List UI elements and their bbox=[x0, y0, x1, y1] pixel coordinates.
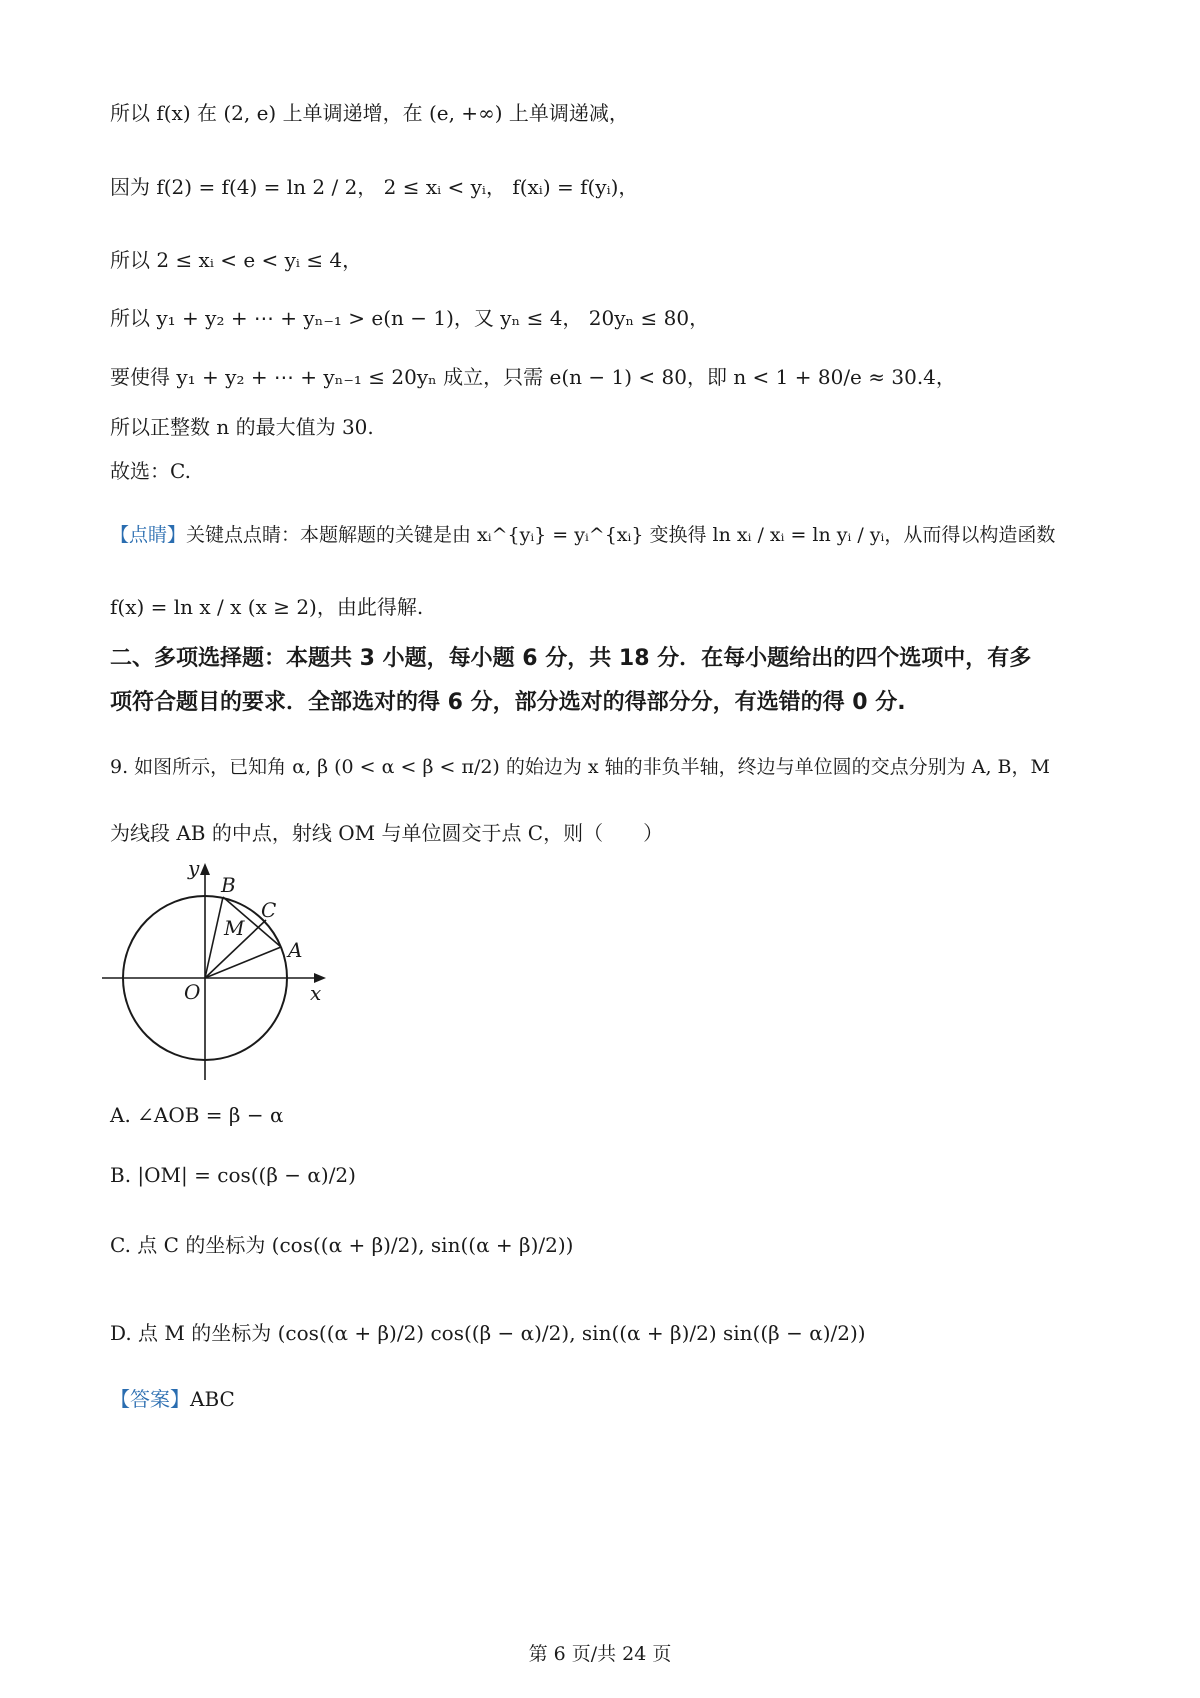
text-line-3: 所以 2 ≤ xᵢ < e < yᵢ ≤ 4， bbox=[110, 248, 363, 272]
question-line-1: 9. 如图所示，已知角 α, β (0 < α < β < π/2) 的始边为 x 轴的非负半轴，终边与单位圆的交点分别为 A, B，M bbox=[110, 756, 1050, 778]
label-m: M bbox=[224, 916, 245, 940]
comment-tag: 【点睛】 bbox=[110, 524, 187, 546]
comment-line-2: f(x) = ln x / x (x ≥ 2)，由此得解. bbox=[110, 595, 424, 619]
page-footer: 第 6 页/共 24 页 bbox=[528, 1643, 672, 1665]
label-y: y bbox=[188, 856, 200, 880]
text-line-6: 所以正整数 n 的最大值为 30. bbox=[110, 415, 374, 439]
label-o: O bbox=[184, 980, 201, 1004]
text-line-4: 所以 y₁ + y₂ + ⋯ + yₙ₋₁ > e(n − 1)，又 yₙ ≤ 4， 20yₙ ≤ 80， bbox=[110, 306, 710, 330]
answer-value: ABC bbox=[190, 1387, 235, 1411]
ray-ob bbox=[205, 897, 223, 978]
section-heading-line-2: 项符合题目的要求．全部选对的得 6 分，部分选对的得部分分，有选错的得 0 分. bbox=[110, 690, 906, 715]
y-axis-arrow-icon bbox=[200, 863, 210, 875]
answer-line bbox=[110, 1384, 1140, 1414]
unit-circle-svg bbox=[100, 855, 340, 1090]
label-x: x bbox=[310, 981, 322, 1005]
section-heading-line-1: 二、多项选择题：本题共 3 小题，每小题 6 分，共 18 分．在每小题给出的四个选项中，有多 bbox=[110, 646, 1032, 671]
comment-text-1: 关键点点睛：本题解题的关键是由 xᵢ^{yᵢ} = yᵢ^{xᵢ} 变换得 ln xᵢ / xᵢ = ln yᵢ / yᵢ，从而得以构造函数 bbox=[186, 524, 1056, 546]
answer-tag: 【答案】 bbox=[110, 1387, 190, 1411]
label-a: A bbox=[288, 938, 303, 962]
comment-line-1 bbox=[110, 520, 1140, 550]
text-line-2: 因为 f(2) = f(4) = ln 2 / 2， 2 ≤ xᵢ < yᵢ， f(xᵢ) = f(yᵢ)， bbox=[110, 175, 639, 199]
ray-oa bbox=[205, 947, 281, 978]
label-c: C bbox=[261, 898, 277, 922]
text-line-1: 所以 f(x) 在 (2, e) 上单调递增，在 (e, +∞) 上单调递减， bbox=[110, 101, 629, 125]
label-b: B bbox=[221, 873, 236, 897]
option-d: D. 点 M 的坐标为 (cos((α + β)/2) cos((β − α)/2), sin((α + β)/2) sin((β − α)/2)) bbox=[110, 1321, 866, 1345]
question-line-2: 为线段 AB 的中点，射线 OM 与单位圆交于点 C，则（ ） bbox=[110, 821, 664, 845]
option-c: C. 点 C 的坐标为 (cos((α + β)/2), sin((α + β)/2)) bbox=[110, 1233, 574, 1257]
option-b: B. |OM| = cos((β − α)/2) bbox=[110, 1163, 356, 1187]
text-line-7: 故选：C. bbox=[110, 459, 191, 483]
option-a: A. ∠AOB = β − α bbox=[110, 1103, 284, 1127]
text-line-5: 要使得 y₁ + y₂ + ⋯ + yₙ₋₁ ≤ 20yₙ 成立，只需 e(n − 1) < 80，即 n < 1 + 80/e ≈ 30.4， bbox=[110, 365, 956, 389]
unit-circle-figure-main bbox=[100, 855, 340, 1094]
